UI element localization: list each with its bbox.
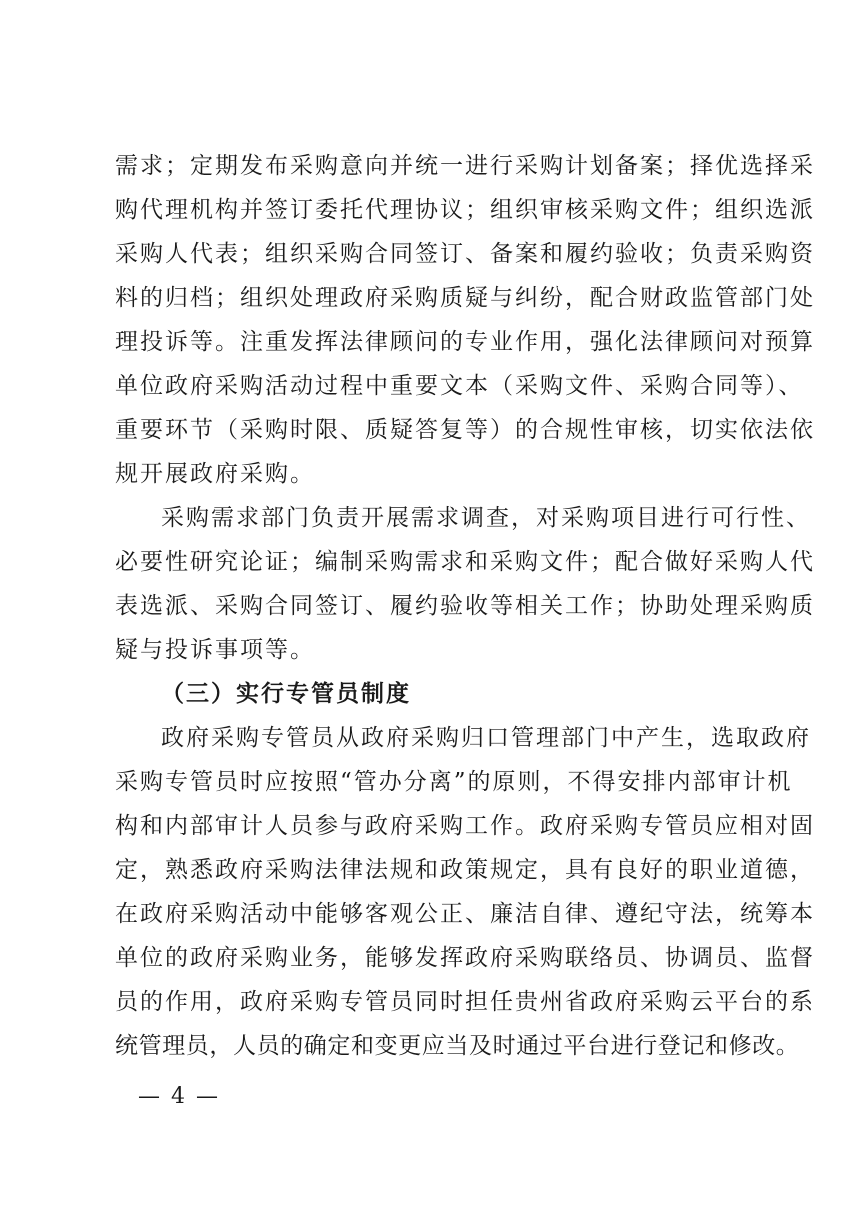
page-number: — 4 — <box>138 1084 220 1109</box>
text-line: 单位的政府采购业务，能够发挥政府采购联络员、协调员、监督 <box>115 945 815 971</box>
text-line: 统管理员，人员的确定和变更应当及时通过平台进行登记和修改。 <box>115 1033 800 1059</box>
text-line: 规开展政府采购。 <box>115 461 315 487</box>
text-line: 定，熟悉政府采购法律法规和政策规定，具有良好的职业道德， <box>115 857 815 883</box>
text-line: 必要性研究论证；编制采购需求和采购文件；配合做好采购人代 <box>115 549 815 575</box>
text-line: 需求；定期发布采购意向并统一进行采购计划备案；择优选择采 <box>115 153 815 179</box>
text-line: 采购专管员时应按照“管办分离”的原则，不得安排内部审计机 <box>115 769 793 795</box>
text-line: 政府采购专管员从政府采购归口管理部门中产生，选取政府 <box>161 725 811 751</box>
text-line: 表选派、采购合同签订、履约验收等相关工作；协助处理采购质 <box>115 593 815 619</box>
text-line: 单位政府采购活动过程中重要文本（采购文件、采购合同等）、 <box>115 373 804 399</box>
document-body <box>115 140 815 1059</box>
section-heading: （三）实行专管员制度 <box>161 680 411 707</box>
text-line: 重要环节（采购时限、质疑答复等）的合规性审核，切实依法依 <box>115 417 815 443</box>
text-line: 采购需求部门负责开展需求调查，对采购项目进行可行性、 <box>161 505 811 531</box>
text-line: 在政府采购活动中能够客观公正、廉洁自律、遵纪守法，统筹本 <box>115 901 815 927</box>
text-line: 购代理机构并签订委托代理协议；组织审核采购文件；组织选派 <box>115 197 815 223</box>
text-line: 采购人代表；组织采购合同签订、备案和履约验收；负责采购资 <box>115 241 815 267</box>
text-line: 疑与投诉事项等。 <box>115 637 315 663</box>
text-line: 员的作用，政府采购专管员同时担任贵州省政府采购云平台的系 <box>115 989 815 1015</box>
text-line: 料的归档；组织处理政府采购质疑与纠纷，配合财政监管部门处 <box>115 285 815 311</box>
text-line: 构和内部审计人员参与政府采购工作。政府采购专管员应相对固 <box>115 813 815 839</box>
text-line: 理投诉等。注重发挥法律顾问的专业作用，强化法律顾问对预算 <box>115 329 815 355</box>
